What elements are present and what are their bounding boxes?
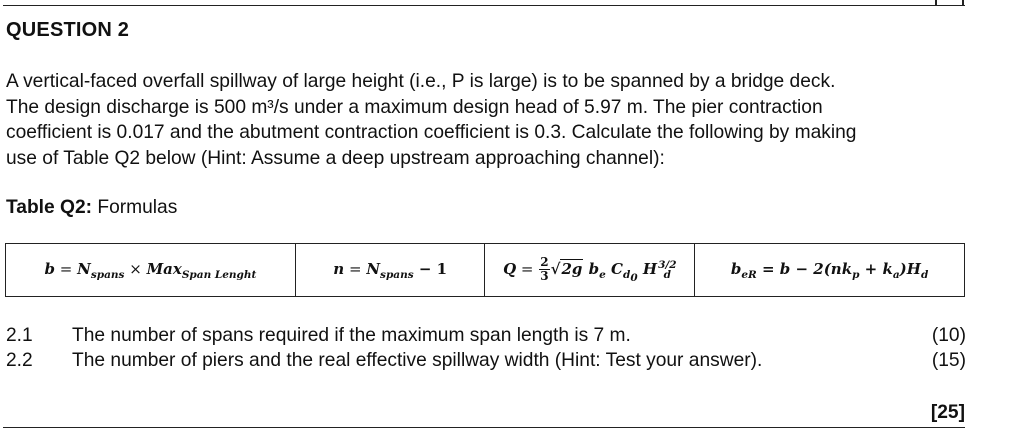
question-paragraph: [6, 69, 976, 171]
question-item: [6, 323, 966, 348]
formula-discharge: Q = $\frac{2}{3}$ √2g $b_e$ $C_{d_0}$ H 3/2 d: [503, 255, 677, 284]
item-marks: (10): [931, 325, 966, 346]
top-rule-tick: [935, 0, 937, 5]
table-caption: [6, 197, 177, 219]
item-marks: (15): [931, 350, 966, 371]
formula-cell-discharge: [485, 244, 695, 297]
formula-cell-spillway-width: [6, 244, 296, 297]
formula-cell-effective-width: [695, 244, 965, 297]
paragraph-line: A vertical-faced overfall spillway of large height (i.e., P is large) is to be spanned by a bridge deck.: [6, 71, 836, 92]
table-caption-title: Formulas: [97, 197, 178, 218]
top-rule-tick: [962, 0, 964, 5]
item-text: The number of spans required if the maximum span length is 7 m.: [72, 325, 631, 346]
paragraph-line: The design discharge is 500 m³/s under a maximum design head of 5.97 m. The pier contraction: [6, 96, 823, 118]
formula-effective-width: $b_{eR} = b - 2(nk_p + k_a)H_d$: [730, 259, 929, 281]
paragraph-line: coefficient is 0.017 and the abutment contraction coefficient is 0.3. Calculate the following by making: [6, 122, 857, 143]
formulas-row: [6, 244, 965, 297]
bottom-rule: [3, 427, 965, 428]
fraction: $\frac{2}{3}$: [540, 255, 549, 284]
total-marks: [25]: [930, 402, 965, 423]
item-text: The number of piers and the real effective spillway width (Hint: Test your answer).: [72, 350, 763, 371]
top-rule: [3, 5, 965, 6]
formula-cell-number-of-piers: [295, 244, 485, 297]
item-number: 2.1: [6, 325, 33, 346]
question-items: [6, 323, 966, 373]
formulas-table: [5, 243, 965, 297]
question-item: [6, 348, 966, 373]
formula-spillway-width: $b = N_{spans} \times Max_{Span Lenght}$: [44, 259, 257, 281]
formula-number-of-piers: $n = N_{spans} - 1$: [333, 259, 448, 281]
table-caption-label: Table Q2:: [6, 197, 93, 218]
paragraph-line: use of Table Q2 below (Hint: Assume a deep upstream approaching channel):: [6, 147, 665, 169]
exponent-stack: 3/2 d: [658, 258, 677, 281]
question-heading: QUESTION 2: [6, 19, 130, 41]
item-number: 2.2: [6, 350, 33, 371]
